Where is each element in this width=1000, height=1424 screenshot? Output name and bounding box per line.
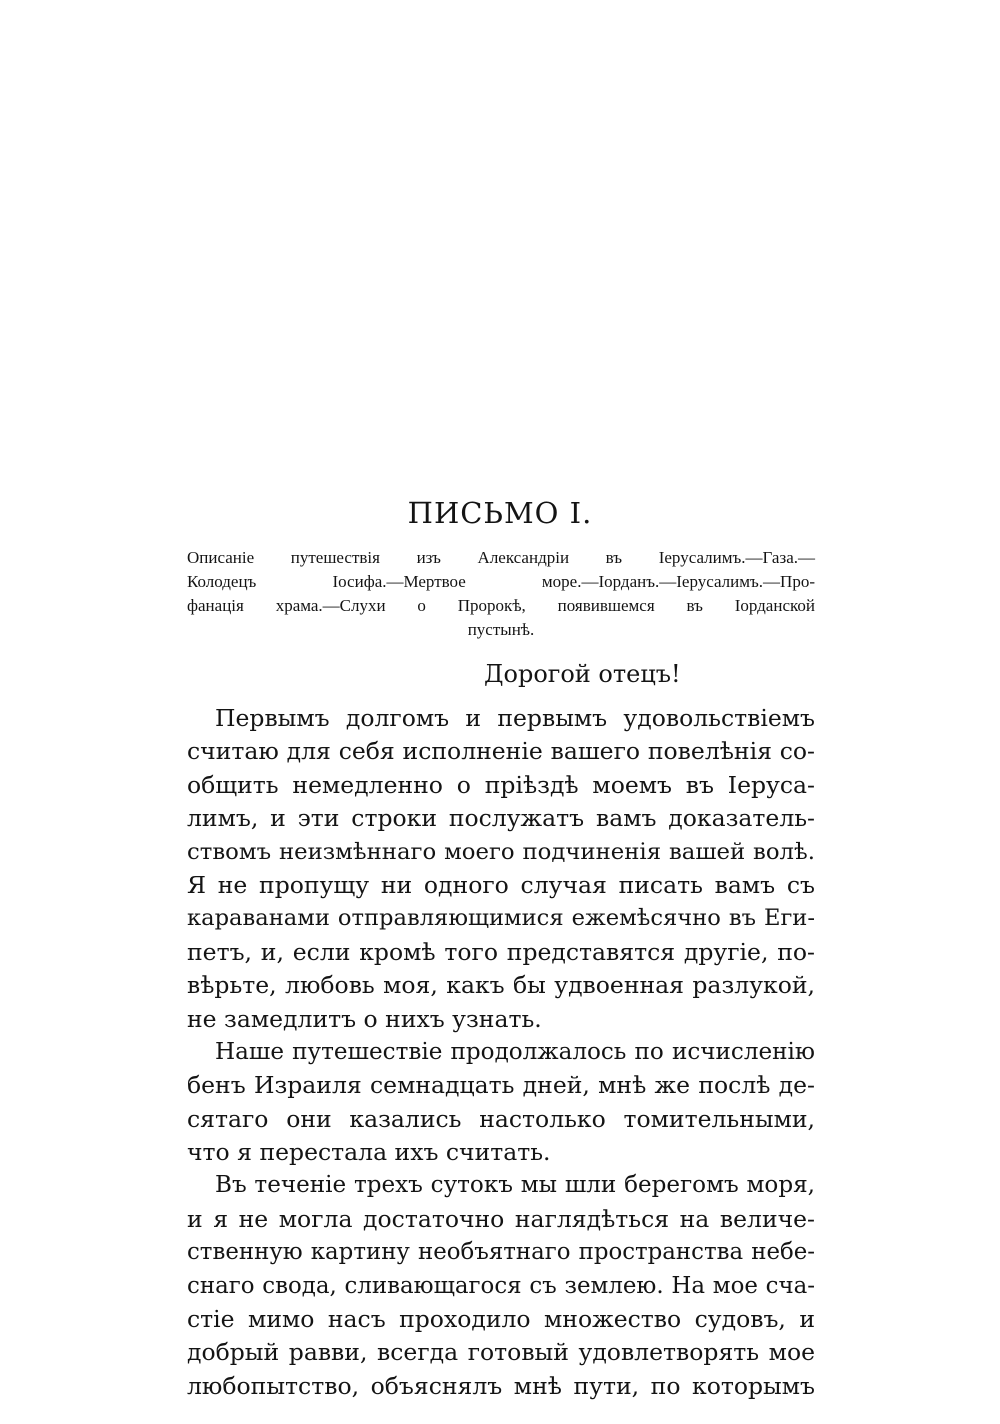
salutation: Дорогой отецъ! (484, 660, 681, 688)
text-line: бенъ Израиля семнадцать дней, мнѣ же послѣ де- (187, 1071, 815, 1100)
text-line: Наше путешествіе продолжалось по исчисленію (215, 1038, 815, 1065)
summary-line: пустынѣ. (467, 620, 535, 639)
text-line: Я не пропущу ни одного случая писать вамъ съ (187, 870, 815, 899)
summary-line: фанація храма.—Слухи о Пророкѣ, появившемся въ Іорданской (187, 596, 815, 615)
text-line: стіе мимо насъ проходило множество судовъ, и (187, 1305, 815, 1334)
text-line: Первымъ долгомъ и первымъ удовольствіемъ (215, 704, 815, 732)
text-line: петъ, и, если кромѣ того представятся другіе, по- (187, 937, 815, 966)
text-line: считаю для себя исполненіе вашего повелѣнія со- (187, 737, 815, 766)
text-line: и я не могла достаточно наглядѣться на величе- (187, 1204, 815, 1233)
chapter-summary (187, 546, 815, 642)
text-line: лимъ, и эти строки послужатъ вамъ доказатель- (187, 804, 815, 833)
text-line: любопытство, объяснялъ мнѣ пути, по которымъ (187, 1371, 815, 1400)
text-line: что я перестала ихъ считать. (187, 1138, 551, 1167)
text-line: караванами отправляющимися ежемѣсячно въ Еги- (187, 905, 815, 932)
text-line: ственную картину необъятнаго пространства небе- (187, 1239, 815, 1266)
text-line: вѣрьте, любовь моя, какъ бы удвоенная разлукой, (187, 971, 815, 1000)
text-line: снаго свода, сливающагося съ землею. На мое сча- (187, 1272, 815, 1299)
letter-body (187, 702, 815, 1403)
text-line: добрый равви, всегда готовый удовлетворять мое (187, 1338, 815, 1367)
text-line: общить немедленно о пріѣздѣ моемъ въ Іеруса- (187, 770, 815, 799)
chapter-title: ПИСЬМО I. (407, 496, 593, 530)
text-line: Въ теченіе трехъ сутокъ мы шли берегомъ моря, (215, 1172, 815, 1199)
text-line: не замедлитъ о нихъ узнать. (187, 1004, 542, 1033)
text-line: ствомъ неизмѣннаго моего подчиненія вашей волѣ. (187, 838, 815, 865)
summary-line: Колодецъ Іосифа.—Мертвое море.—Іорданъ.—Іерусалимъ.—Про- (187, 572, 815, 591)
text-line: сятаго они казались настолько томительными, (187, 1104, 815, 1133)
summary-line: Описаніе путешествія изъ Александріи въ Іерусалимъ.—Газа.— (187, 548, 815, 567)
